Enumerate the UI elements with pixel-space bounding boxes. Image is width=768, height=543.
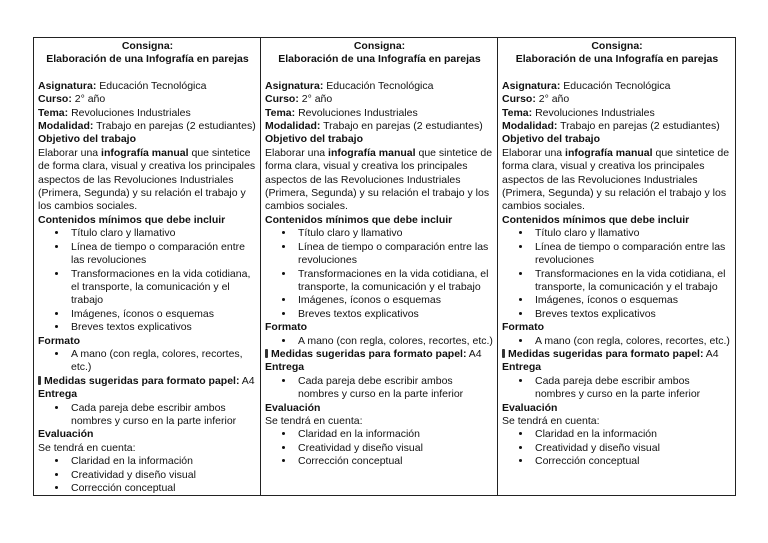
medidas-line [265, 348, 494, 361]
consigna-heading: Consigna: [121, 40, 174, 52]
instructions-column [261, 38, 498, 496]
evaluacion-intro: Se tendrá en cuenta: [502, 414, 600, 427]
list-item: • Línea de tiempo o comparación entre las revoluciones [68, 241, 257, 268]
field-value: Revoluciones Industriales [532, 106, 655, 119]
objetivo-post: que sintetice de forma clara, visual y creativa los principales aspectos de las Revoluciones Industriales (Primera, Segunda) y su relación el trabajo y los cambios sociales. [265, 146, 493, 213]
list-item: • Breves textos explicativos [295, 308, 494, 321]
instructions-column [498, 38, 736, 496]
field-line [502, 120, 732, 133]
list-item: • Título claro y llamativo [68, 227, 257, 240]
field-value: Revoluciones Industriales [68, 106, 191, 119]
fields-block [502, 80, 732, 134]
medidas-label: Medidas sugeridas para formato papel: [508, 347, 704, 360]
medidas-label: Medidas sugeridas para formato papel: [44, 374, 240, 387]
list-item: • Cada pareja debe escribir ambos nombres y curso en la parte inferior [295, 375, 494, 402]
consigna-heading: Consigna: [353, 40, 406, 52]
field-label: Curso: [38, 93, 72, 106]
fields-block [265, 80, 494, 134]
contenidos-heading: Contenidos mínimos que debe incluir [265, 213, 453, 226]
list-item: • Claridad en la información [295, 428, 494, 441]
assignment-title: Elaboración de una Infografía en parejas [278, 53, 481, 66]
list-item: • Imágenes, íconos o esquemas [532, 294, 732, 307]
objetivo-pre: Elaborar una [38, 146, 102, 159]
entrega-heading: Entrega [38, 388, 78, 401]
entrega-heading: Entrega [265, 361, 305, 374]
objetivo-emphasis: infografía manual [565, 146, 653, 159]
field-value: 2° año [535, 93, 570, 106]
objetivo-post: que sintetice de forma clara, visual y creativa los principales aspectos de las Revoluciones Industriales (Primera, Segunda) y su relación el trabajo y los cambios sociales. [502, 146, 730, 213]
list-item: • Breves textos explicativos [68, 321, 257, 334]
evaluacion-heading: Evaluación [265, 401, 321, 414]
medidas-line [38, 375, 257, 388]
entrega-list [502, 375, 732, 402]
objetivo-emphasis: infografía manual [101, 146, 189, 159]
field-value: 2° año [298, 93, 333, 106]
formato-heading: Formato [38, 334, 80, 347]
instructions-row [34, 38, 736, 496]
contenidos-heading: Contenidos mínimos que debe incluir [502, 213, 690, 226]
field-value: 2° año [71, 93, 106, 106]
contenidos-heading: Contenidos mínimos que debe incluir [38, 213, 226, 226]
contenidos-list [502, 227, 732, 321]
medidas-value: A4 [703, 347, 719, 360]
field-line [502, 93, 732, 106]
list-item: • Corrección conceptual [295, 455, 494, 468]
list-item: • Claridad en la información [68, 455, 257, 468]
ruler-icon [265, 349, 268, 358]
list-item: • Título claro y llamativo [295, 227, 494, 240]
field-label: Modalidad: [502, 120, 558, 133]
list-item: • Transformaciones en la vida cotidiana, el transporte, la comunicación y el trabajo [68, 268, 257, 308]
instructions-table [33, 37, 736, 496]
objetivo-heading: Objetivo del trabajo [38, 133, 137, 146]
entrega-heading: Entrega [502, 361, 542, 374]
field-line [38, 93, 257, 106]
objetivo-pre: Elaborar una [502, 146, 566, 159]
assignment-title: Elaboración de una Infografía en parejas [515, 53, 719, 66]
field-value: Educación Tecnológica [323, 79, 434, 92]
field-label: Tema: [502, 106, 533, 119]
field-label: Modalidad: [38, 120, 94, 133]
list-item: • Claridad en la información [532, 428, 732, 441]
evaluacion-intro: Se tendrá en cuenta: [38, 441, 136, 454]
field-line [265, 107, 494, 120]
evaluacion-list [265, 428, 494, 468]
medidas-line [502, 348, 732, 361]
field-line [502, 107, 732, 120]
objetivo-emphasis: infografía manual [328, 146, 416, 159]
objetivo-heading: Objetivo del trabajo [265, 133, 364, 146]
formato-heading: Formato [265, 321, 307, 334]
field-line [265, 93, 494, 106]
entrega-list [38, 402, 257, 429]
list-item: • Título claro y llamativo [532, 227, 732, 240]
field-line [38, 107, 257, 120]
field-label: Asignatura: [502, 79, 561, 92]
list-item: • Creatividad y diseño visual [68, 469, 257, 482]
ruler-icon [38, 376, 41, 385]
evaluacion-intro: Se tendrá en cuenta: [265, 414, 363, 427]
formato-list [502, 335, 732, 348]
objetivo-text [265, 147, 494, 214]
objetivo-post: que sintetice de forma clara, visual y creativa los principales aspectos de las Revoluciones Industriales (Primera, Segunda) y su relación el trabajo y los cambios sociales. [38, 146, 256, 213]
medidas-value: A4 [466, 347, 482, 360]
field-label: Curso: [265, 93, 299, 106]
field-value: Educación Tecnológica [96, 79, 207, 92]
field-value: Educación Tecnológica [560, 79, 671, 92]
medidas-value: A4 [239, 374, 255, 387]
field-label: Asignatura: [265, 79, 324, 92]
objetivo-text [502, 147, 732, 214]
field-value: Trabajo en parejas (2 estudiantes) [93, 120, 256, 133]
entrega-list [265, 375, 494, 402]
contenidos-list [38, 227, 257, 334]
list-item: • Transformaciones en la vida cotidiana, el transporte, la comunicación y el trabajo [532, 268, 732, 295]
medidas-label: Medidas sugeridas para formato papel: [271, 347, 467, 360]
field-line [38, 120, 257, 133]
evaluacion-list [38, 455, 257, 495]
list-item: • Creatividad y diseño visual [532, 442, 732, 455]
list-item: • A mano (con regla, colores, recortes, etc.) [295, 335, 494, 348]
list-item: • Breves textos explicativos [532, 308, 732, 321]
contenidos-list [265, 227, 494, 321]
fields-block [38, 80, 257, 134]
consigna-heading: Consigna: [591, 40, 643, 52]
field-line [38, 80, 257, 93]
spacer [502, 67, 732, 80]
list-item: • Cada pareja debe escribir ambos nombres y curso en la parte inferior [532, 375, 732, 402]
list-item: • Imágenes, íconos o esquemas [68, 308, 257, 321]
list-item: • Línea de tiempo o comparación entre las revoluciones [532, 241, 732, 268]
field-label: Tema: [265, 106, 296, 119]
formato-list [38, 348, 257, 375]
field-line [502, 80, 732, 93]
list-item: • Corrección conceptual [532, 455, 732, 468]
objetivo-text [38, 147, 257, 214]
formato-heading: Formato [502, 321, 544, 334]
spacer [265, 67, 494, 80]
field-label: Tema: [38, 106, 69, 119]
objetivo-pre: Elaborar una [265, 146, 329, 159]
field-line [265, 120, 494, 133]
list-item: • Imágenes, íconos o esquemas [295, 294, 494, 307]
spacer [38, 67, 257, 80]
evaluacion-heading: Evaluación [38, 428, 94, 441]
list-item: • Creatividad y diseño visual [295, 442, 494, 455]
field-label: Asignatura: [38, 79, 97, 92]
list-item: • Transformaciones en la vida cotidiana, el transporte, la comunicación y el trabajo [295, 268, 494, 295]
list-item: • A mano (con regla, colores, recortes, etc.) [532, 335, 732, 348]
field-value: Trabajo en parejas (2 estudiantes) [557, 120, 720, 133]
field-value: Revoluciones Industriales [295, 106, 418, 119]
assignment-title: Elaboración de una Infografía en parejas [46, 53, 249, 66]
list-item: • Corrección conceptual [68, 482, 257, 495]
field-line [265, 80, 494, 93]
field-label: Modalidad: [265, 120, 321, 133]
list-item: • Cada pareja debe escribir ambos nombres y curso en la parte inferior [68, 402, 257, 429]
evaluacion-list [502, 428, 732, 468]
list-item: • Línea de tiempo o comparación entre las revoluciones [295, 241, 494, 268]
field-value: Trabajo en parejas (2 estudiantes) [320, 120, 483, 133]
ruler-icon [502, 349, 505, 358]
instructions-column [34, 38, 261, 496]
list-item: • A mano (con regla, colores, recortes, etc.) [68, 348, 257, 375]
evaluacion-heading: Evaluación [502, 401, 558, 414]
objetivo-heading: Objetivo del trabajo [502, 133, 601, 146]
formato-list [265, 335, 494, 348]
field-label: Curso: [502, 93, 536, 106]
